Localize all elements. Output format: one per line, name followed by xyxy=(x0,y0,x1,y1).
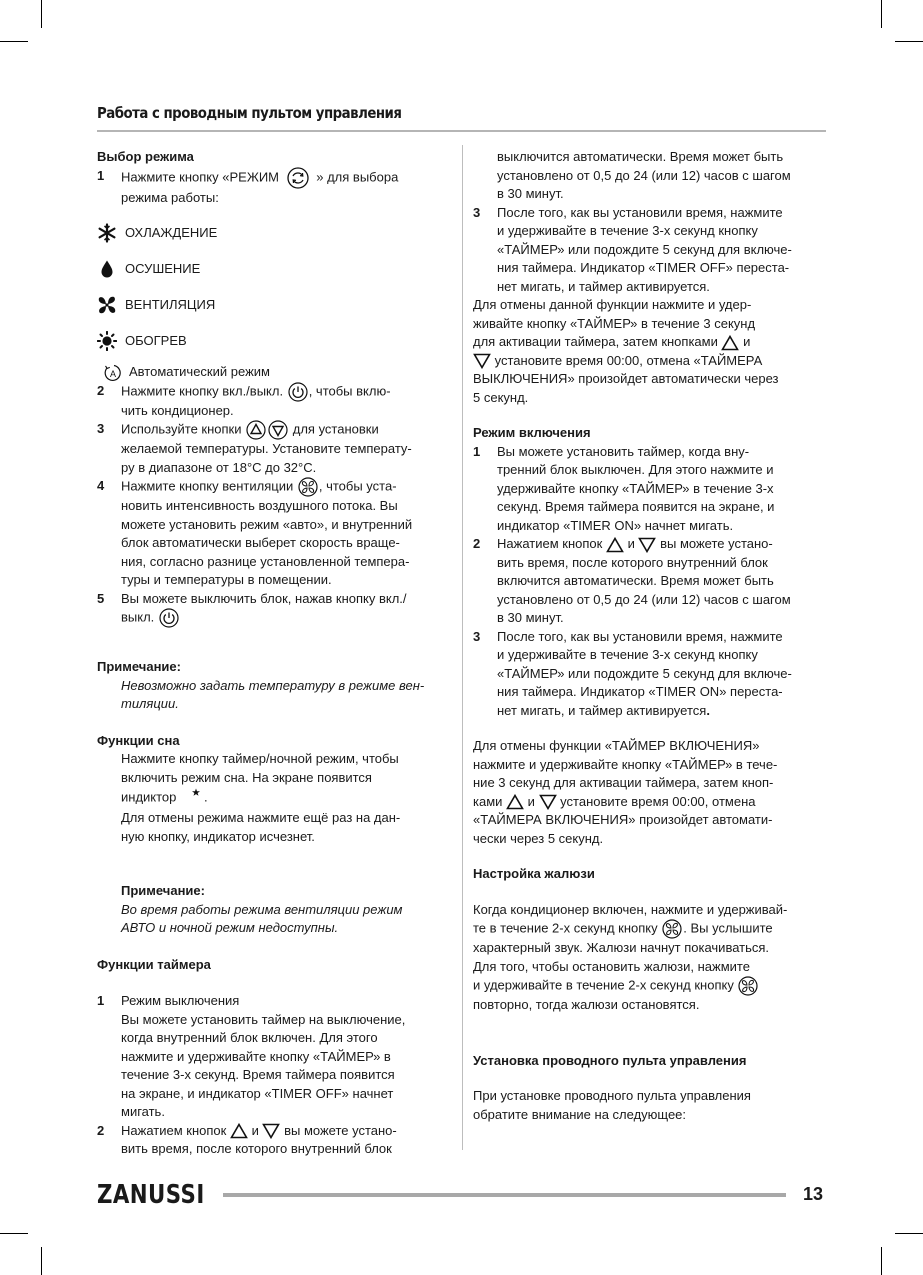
svg-text:A: A xyxy=(110,368,117,379)
auto-mode-line: A Автоматический режим xyxy=(97,363,449,382)
crop-mark xyxy=(895,1233,923,1234)
mode-cooling: ОХЛАЖДЕНИЕ xyxy=(97,215,449,251)
up-triangle-icon xyxy=(606,537,624,553)
timer-on-step-1: 1 Вы можете установить таймер, когда вну- тренний блок выключен. Для этого нажмите и удерживайте кнопку «ТАЙМЕР» в течение 3-х секунд. Время таймера появится на экране, и индикатор «TIMER ON» начнет мигать. xyxy=(473,443,775,533)
timer-off-step-2: 2 Нажатием кнопок и вы можете устано- вить время, после которого внутренний блок xyxy=(97,1122,397,1157)
timer-off-cancel: Для отмены данной функции нажмите и удер- живайте кнопку «ТАЙМЕР» в течение 3 секунд для активации таймера, затем кнопками и установите время 00:00, отмена «ТАЙМЕРА ВЫКЛЮЧЕНИЯ» произойдет автоматически через 5 секунд. xyxy=(473,297,779,405)
note-2-label: Примечание: xyxy=(121,883,205,899)
crop-mark xyxy=(895,41,923,42)
up-button-icon xyxy=(245,420,267,440)
down-triangle-icon xyxy=(539,794,557,810)
left-column xyxy=(97,148,449,1159)
mode-button-icon xyxy=(285,167,311,189)
crop-mark xyxy=(0,41,28,42)
note-1-label: Примечание: xyxy=(97,659,181,675)
sun-icon xyxy=(97,331,117,351)
timer-on-heading: Режим включения xyxy=(473,425,591,440)
footer-divider xyxy=(223,1193,786,1197)
step-number: 1 xyxy=(97,167,105,183)
louver-text: Когда кондиционер включен, нажмите и удерживай- те в течение 2-х секунд кнопку . Вы услышите характерный звук. Жалюзи начнут покачиваться. Для того, чтобы остановить жалюзи, нажмите и удерживайте в течение 2-х секунд кнопку повторно, тогда жалюзи остановятся. xyxy=(473,901,788,1012)
down-triangle-icon xyxy=(473,353,491,369)
note-2-text: Во время работы режима вентиляции режим АВТО и ночной режим недоступны. xyxy=(121,901,403,936)
down-button-icon xyxy=(267,420,289,440)
crop-mark xyxy=(0,1233,28,1234)
timer-on-step-3: 3 После того, как вы установили время, нажмите и удерживайте в течение 3-х секунд кнопку «ТАЙМЕР» или подождите 5 секунд для включе- ния таймера. Индикатор «TIMER ON» переста- нет мигать, и таймер активируется. xyxy=(473,628,792,718)
crop-mark xyxy=(881,0,882,28)
brand-logo: ZANUSSI xyxy=(97,1180,205,1210)
power-button-icon xyxy=(287,382,309,402)
mode-step-2: 2 Нажмите кнопку вкл./выкл. , чтобы вклю- чить кондиционер. xyxy=(97,382,391,418)
mode-dry: ОСУШЕНИЕ xyxy=(97,251,449,287)
mode-step-1: 1 Нажмите кнопку «РЕЖИМ » для выбора режима работы: xyxy=(97,167,449,208)
mode-step-3: 3 Используйте кнопки для установки желаемой температуры. Установите температу- ру в диапазоне от 18°C до 32°C. xyxy=(97,421,412,475)
down-triangle-icon xyxy=(638,537,656,553)
header-divider xyxy=(97,130,826,132)
timer-off-continuation: выключится автоматически. Время может быть установлено от 0,5 до 24 (или 12) часов с шагом в 30 минут. xyxy=(497,149,791,201)
down-triangle-icon xyxy=(262,1123,280,1139)
timer-heading: Функции таймера xyxy=(97,956,211,972)
install-heading: Установка проводного пульта управления xyxy=(473,1052,747,1068)
timer-off-step-1: 1 Режим выключения Вы можете установить таймер на выключение, когда внутренний блок включен. Для этого нажмите и удерживайте кнопку «ТАЙМЕР» в течение 3-х секунд. Время таймера появится на экране, и индикатор «TIMER OFF» начнет мигать. xyxy=(97,993,406,1120)
column-divider xyxy=(462,145,463,1150)
louver-heading: Настройка жалюзи xyxy=(473,866,595,881)
fan-button-icon xyxy=(297,477,319,497)
auto-mode-icon xyxy=(103,364,123,382)
sleep-text: Нажмите кнопку таймер/ночной режим, чтобы включить режим сна. На экране появится индиктор . Для отмены режима нажмите ещё раз на дан- ную кнопку, индикатор исчезнет. xyxy=(121,751,401,844)
mode-heading: Выбор режима xyxy=(97,149,194,164)
crop-mark xyxy=(41,0,42,28)
sleep-heading: Функции сна xyxy=(97,732,180,748)
timer-on-cancel: Для отмены функции «ТАЙМЕР ВКЛЮЧЕНИЯ» нажмите и удерживайте кнопку «ТАЙМЕР» в тече- ние 3 секунд для активации таймера, затем кноп- ками и установите время 00:00, отмена «ТАЙМЕРА ВКЛЮЧЕНИЯ» произойдет автомати- чески через 5 секунд. xyxy=(473,738,778,846)
fan-button-icon xyxy=(661,919,683,939)
crop-mark xyxy=(41,1247,42,1275)
crop-mark xyxy=(881,1247,882,1275)
mode-heating: ОБОГРЕВ xyxy=(97,323,449,359)
power-button-icon xyxy=(158,608,180,628)
up-triangle-icon xyxy=(721,335,739,351)
timer-on-step-2: 2 Нажатием кнопок и вы можете устано- вить время, после которого внутренний блок включится автоматически. Время может быть установлено от 0,5 до 24 (или 12) часов с шагом в 30 минут. xyxy=(473,536,791,625)
snowflake-icon xyxy=(97,223,117,243)
right-column xyxy=(473,148,825,1124)
note-1-text: Невозможно задать температуру в режиме вен- тиляции. xyxy=(121,677,425,712)
fan-button-icon xyxy=(737,976,759,996)
water-drop-icon xyxy=(97,259,117,279)
page-header-title: Работа с проводным пультом управления xyxy=(97,104,402,122)
timer-off-step-3: 3 После того, как вы установили время, нажмите и удерживайте в течение 3-х секунд кнопку «ТАЙМЕР» или подождите 5 секунд для включе- ния таймера. Индикатор «TIMER OFF» переста- нет мигать, и таймер активируется. xyxy=(473,204,792,294)
up-triangle-icon xyxy=(506,794,524,810)
moon-star-icon xyxy=(180,787,204,809)
up-triangle-icon xyxy=(230,1123,248,1139)
mode-step-5: 5 Вы можете выключить блок, нажав кнопку вкл./ выкл. xyxy=(97,590,449,629)
mode-step-4: 4 Нажмите кнопку вентиляции , чтобы уста- новить интенсивность воздушного потока. Вы можете установить режим «авто», и внутренний блок автоматически выберет скорость враще- ния, согласно разнице установленной темпера- туры и температуры в помещении. xyxy=(97,478,413,588)
fan-icon xyxy=(97,295,117,315)
mode-fan: ВЕНТИЛЯЦИЯ xyxy=(97,287,449,323)
page-number: 13 xyxy=(803,1184,824,1204)
install-text: При установке проводного пульта управления обратите внимание на следующее: xyxy=(473,1088,751,1122)
